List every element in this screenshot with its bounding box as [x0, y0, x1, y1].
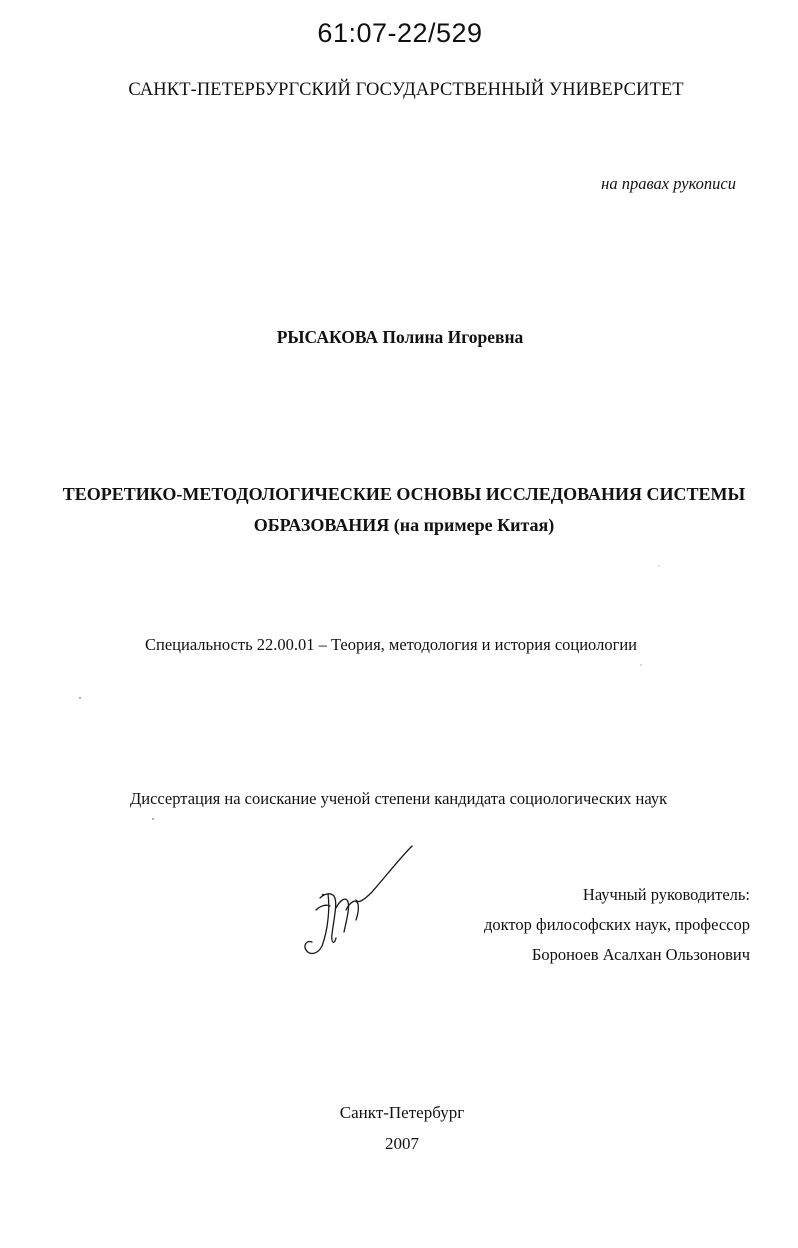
year: 2007	[385, 1134, 419, 1153]
scan-speck	[79, 697, 81, 699]
degree-statement: Диссертация на соискание ученой степени кандидата социологических наук	[130, 789, 668, 808]
signature-icon	[290, 838, 420, 960]
rights-note: на правах рукописи	[601, 174, 736, 193]
place-and-year	[0, 1097, 798, 1159]
author-name: РЫСАКОВА Полина Игоревна	[276, 327, 524, 347]
university-name: САНКТ-ПЕТЕРБУРГСКИЙ ГОСУДАРСТВЕННЫЙ УНИВЕРСИТЕТ	[128, 80, 684, 100]
dissertation-title	[0, 479, 798, 541]
city: Санкт-Петербург	[339, 1103, 465, 1122]
supervisor-degree: доктор философских наук, профессор	[483, 915, 750, 934]
supervisor-label: Научный руководитель:	[582, 885, 750, 904]
title-line-2: ОБРАЗОВАНИЯ (на примере Китая)	[253, 515, 555, 535]
supervisor-block	[484, 880, 750, 970]
scan-speck	[640, 664, 642, 666]
scan-speck	[152, 818, 154, 820]
specialty-line: Специальность 22.00.01 – Теория, методология и история социологии	[145, 635, 637, 654]
archive-stamp-number: 61:07-22/529	[317, 18, 483, 48]
supervisor-name: Бороноев Асалхан Ользонович	[531, 945, 750, 964]
title-line-1: ТЕОРЕТИКО-МЕТОДОЛОГИЧЕСКИЕ ОСНОВЫ ИССЛЕДОВАНИЯ СИСТЕМЫ	[62, 484, 746, 504]
scan-speck	[658, 565, 660, 567]
